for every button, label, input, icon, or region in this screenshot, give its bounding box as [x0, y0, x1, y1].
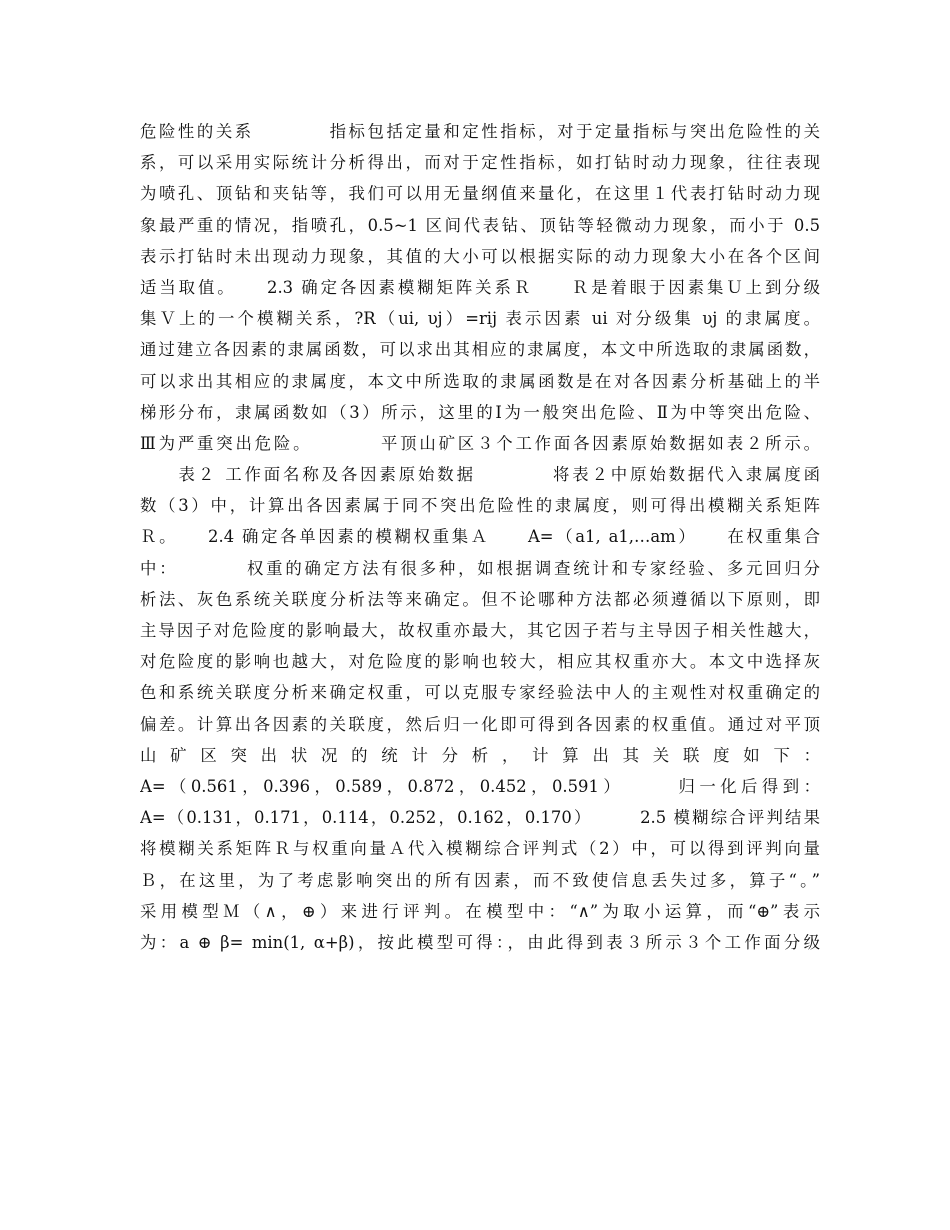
text-line: 偏差。计算出各因素的关联度，然后归一化即可得到各因素的权重值。通过对平顶 — [140, 714, 820, 734]
text-line: 中： 权重的确定方法有很多种，如根据调查统计和专家经验、多元回归分 — [140, 558, 820, 578]
text-line: 表示打钻时未出现动力现象，其值的大小可以根据实际的动力现象大小在各个区间 — [140, 246, 820, 266]
text-line: 主导因子对危险度的影响最大，故权重亦最大，其它因子若与主导因子相关性越大， — [140, 621, 820, 640]
text-line: 采用模型Ｍ（∧，⊕）来进行评判。在模型中：“∧”为取小运算，而“⊕”表示 — [140, 901, 820, 921]
text-line: 可以求出其相应的隶属度，本文中所选取的隶属函数是在对各因素分析基础上的半 — [140, 371, 820, 391]
text-line: Ｒ。 2.4 确定各单因素的模糊权重集Ａ A=（a1, a1,…am） 在权重集合 — [140, 527, 820, 547]
text-line: 山矿区突出状况的统计分析，计算出其关联度如下： — [140, 745, 820, 765]
text-line: A=（0.561，0.396，0.589，0.872，0.452，0.591） 归一化后得到： — [140, 776, 820, 796]
text-line: 系，可以采用实际统计分析得出，而对于定性指标，如打钻时动力现象，往往表现 — [140, 153, 820, 173]
text-line: A=（0.131，0.171，0.114，0.252，0.162，0.170） 2.5 模糊综合评判结果 — [140, 808, 820, 828]
text-line: 析法、灰色系统关联度分析法等来确定。但不论哪种方法都必须遵循以下原则，即 — [140, 589, 820, 609]
text-line: 适当取值。 2.3 确定各因素模糊矩阵关系Ｒ Ｒ是着眼于因素集Ｕ上到分级 — [140, 277, 820, 297]
text-line: 象最严重的情况，指喷孔，0.5~1 区间代表钻、顶钻等轻微动力现象，而小于 0.5 — [140, 215, 820, 235]
text-line: 通过建立各因素的隶属函数，可以求出其相应的隶属度，本文中所选取的隶属函数， — [140, 340, 820, 360]
text-line: Ⅲ为严重突出危险。 平顶山矿区３个工作面各因素原始数据如表２所示。 — [140, 433, 820, 453]
body-text — [140, 116, 820, 958]
text-line: Ｂ，在这里，为了考虑影响突出的所有因素，而不致使信息丢失过多，算子“。” — [140, 870, 820, 890]
text-line: 将模糊关系矩阵Ｒ与权重向量Ａ代入模糊综合评判式（2）中，可以得到评判向量 — [140, 839, 820, 859]
text-line: 梯形分布，隶属函数如（3）所示，这里的Ⅰ为一般突出危险、Ⅱ为中等突出危险、 — [140, 402, 820, 422]
text-line: 为喷孔、顶钻和夹钻等，我们可以用无量纲值来量化，在这里１代表打钻时动力现 — [140, 184, 820, 204]
text-line: 表２ 工作面名称及各因素原始数据 将表２中原始数据代入隶属度函 — [140, 465, 820, 485]
text-line: 色和系统关联度分析来确定权重，可以克服专家经验法中人的主观性对权重确定的 — [140, 683, 820, 703]
text-line: 集Ｖ上的一个模糊关系，?R（ui, υj）=rij 表示因素 ui 对分级集 υj 的隶属度。 — [140, 309, 820, 329]
text-line: 危险性的关系 指标包括定量和定性指标，对于定量指标与突出危险性的关 — [140, 122, 820, 141]
text-line: 对危险度的影响也越大，对危险度的影响也较大，相应其权重亦大。本文中选择灰 — [140, 652, 820, 672]
text-line: 数（3）中，计算出各因素属于同不突出危险性的隶属度，则可得出模糊关系矩阵 — [140, 496, 820, 516]
text-line: 为：a ⊕ β= min(1, α+β)，按此模型可得：，由此得到表３所示３个工作面分级 — [140, 932, 820, 952]
